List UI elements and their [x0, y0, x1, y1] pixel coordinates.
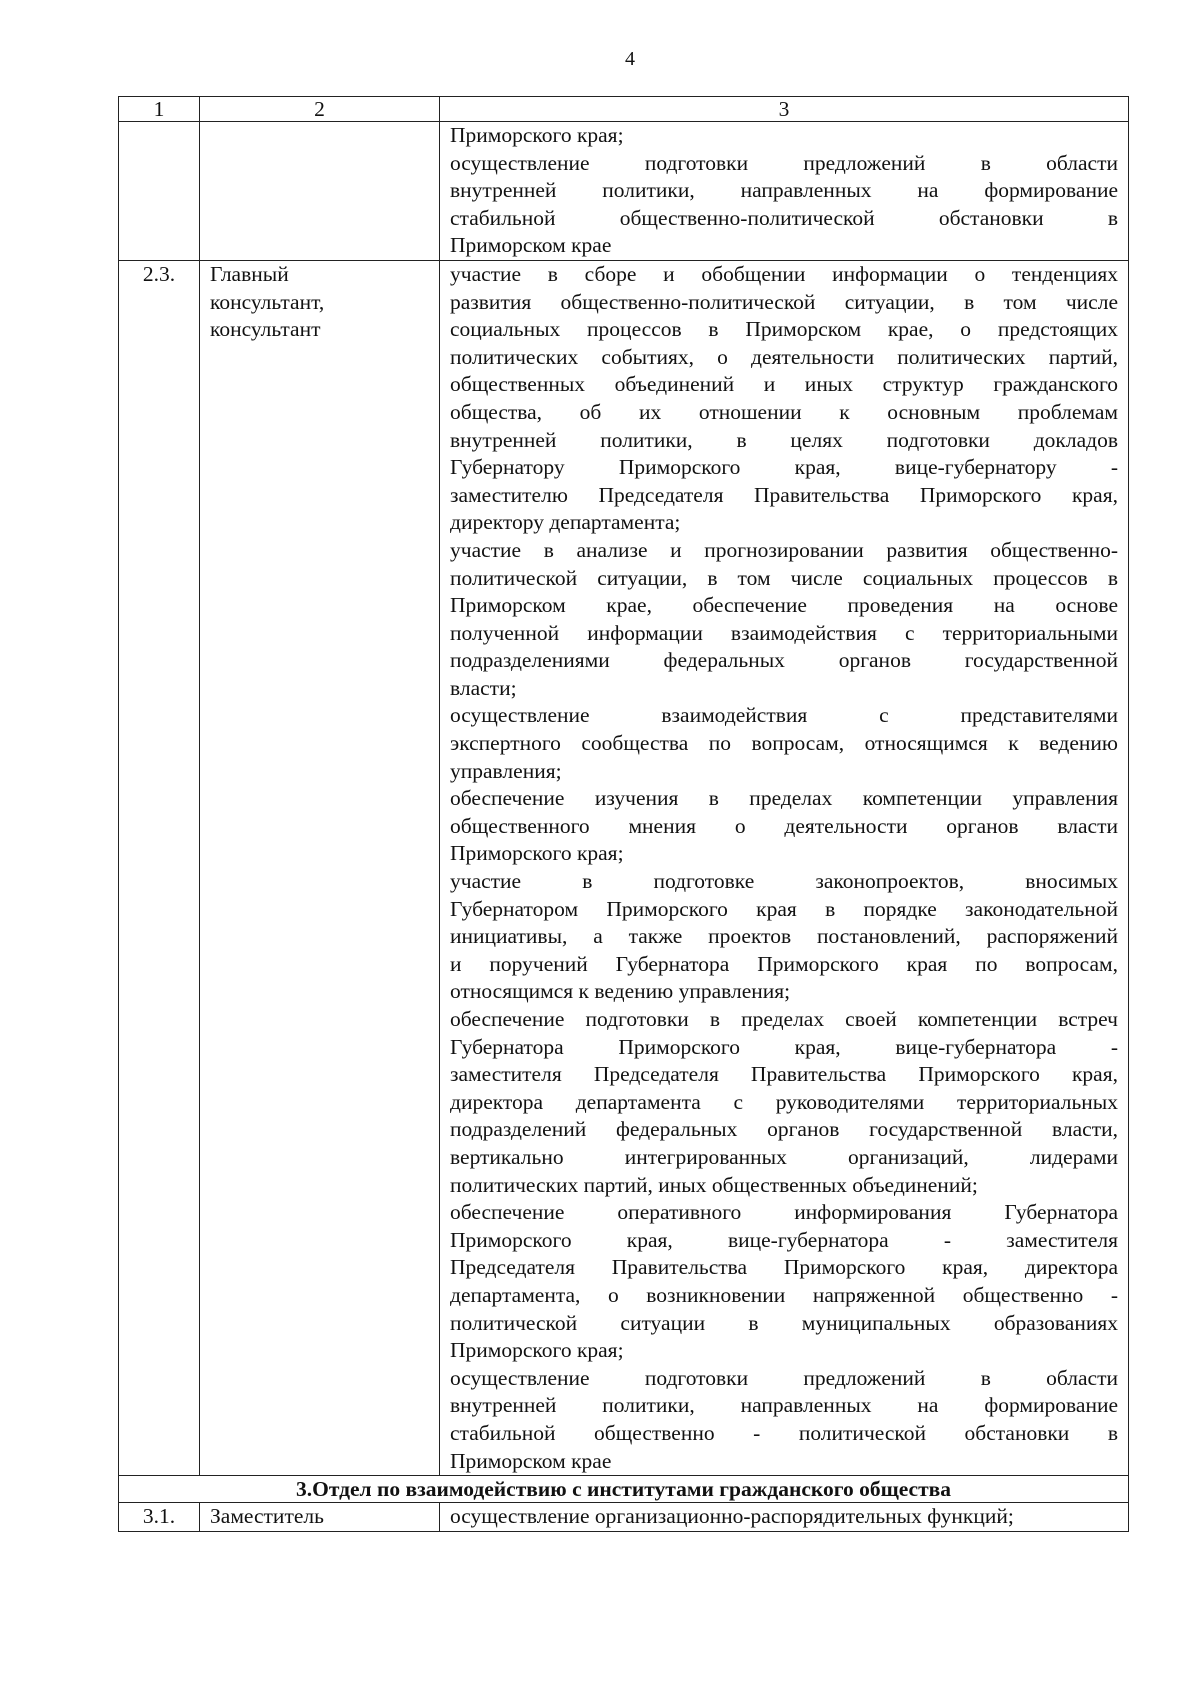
- position-cell: [200, 122, 440, 261]
- row-number-cell: 3.1.: [119, 1503, 200, 1532]
- duty-text-line: осуществление организационно-распорядительных функций;: [450, 1504, 1014, 1529]
- duty-text-line: развития общественно-политической ситуации, в том числе: [450, 289, 1118, 314]
- position-line: Главный: [210, 261, 289, 286]
- column-header-1: 1: [119, 97, 200, 122]
- duty-text-line: департамента, о возникновении напряженной общественно -: [450, 1282, 1118, 1307]
- section-title: 3.Отдел по взаимодействию с институтами гражданского общества: [119, 1476, 1129, 1503]
- duty-text-line: общественного мнения о деятельности органов власти: [450, 813, 1118, 838]
- duty-text-line: управления;: [450, 758, 562, 783]
- duty-text-line: Приморского края;: [450, 123, 624, 147]
- table-row-3-1: [119, 1503, 1129, 1532]
- row-number-cell: [119, 122, 200, 261]
- page-number: 4: [625, 48, 635, 70]
- duty-text-line: осуществление подготовки предложений в области: [450, 1365, 1118, 1390]
- duty-text-line: полученной информации взаимодействия с территориальными: [450, 620, 1118, 645]
- table-header-row: [119, 97, 1129, 122]
- duties-cell: [440, 122, 1129, 261]
- duty-text-line: Приморского края, вице-губернатора - заместителя: [450, 1227, 1118, 1252]
- duty-text-line: политических партий, иных общественных объединений;: [450, 1172, 978, 1197]
- duty-text-line: заместителю Председателя Правительства Приморского края,: [450, 482, 1118, 507]
- duty-text-line: стабильной общественно-политической обстановки в: [450, 205, 1118, 230]
- table-row-2-3: [119, 260, 1129, 1475]
- column-header-3: 3: [440, 97, 1129, 122]
- duty-text-line: осуществление подготовки предложений в области: [450, 150, 1118, 175]
- duty-text-line: Губернатора Приморского края, вице-губернатора -: [450, 1034, 1118, 1059]
- duty-text-line: осуществление взаимодействия с представителями: [450, 703, 1118, 728]
- duty-text-line: социальных процессов в Приморском крае, о предстоящих: [450, 317, 1118, 342]
- duty-text-line: подразделений федеральных органов государственной власти,: [450, 1117, 1118, 1142]
- duties-cell: [440, 1503, 1129, 1532]
- duty-text-line: Губернатору Приморского края, вице-губернатору -: [450, 455, 1118, 480]
- position-line: консультант: [210, 317, 321, 342]
- duty-text-line: и поручений Губернатора Приморского края по вопросам,: [450, 951, 1118, 976]
- duty-text-line: внутренней политики, направленных на формирование: [450, 1393, 1118, 1418]
- duty-text-line: заместителя Председателя Правительства Приморского края,: [450, 1062, 1118, 1087]
- duty-text-line: экспертного сообщества по вопросам, относящимся к ведению: [450, 731, 1118, 756]
- section-header-row: [119, 1476, 1129, 1503]
- duty-text-line: Приморском крае: [450, 1448, 612, 1473]
- duty-text-line: обеспечение подготовки в пределах своей компетенции встреч: [450, 1007, 1118, 1031]
- duty-text-line: Приморского края;: [450, 1338, 624, 1363]
- table-row-continuation: [119, 122, 1129, 261]
- duty-text-line: стабильной общественно - политической обстановки в: [450, 1420, 1118, 1445]
- duties-table: [118, 96, 1129, 1532]
- duty-text-line: обеспечение оперативного информирования Губернатора: [450, 1200, 1118, 1225]
- duty-text-line: общественных объединений и иных структур гражданского: [450, 372, 1118, 397]
- position-line: Заместитель: [210, 1504, 324, 1529]
- duty-text-line: Приморском крае, обеспечение проведения на основе: [450, 593, 1118, 618]
- position-cell: [200, 260, 440, 1475]
- duty-text-line: участие в подготовке законопроектов, вносимых: [450, 869, 1118, 894]
- duty-text-line: относящимся к ведению управления;: [450, 979, 791, 1004]
- duty-text-line: внутренней политики, направленных на формирование: [450, 178, 1118, 203]
- position-line: консультант,: [210, 289, 325, 314]
- duties-cell: [440, 260, 1129, 1475]
- duty-text-line: внутренней политики, в целях подготовки докладов: [450, 427, 1118, 452]
- duty-text-line: Губернатором Приморского края в порядке законодательной: [450, 896, 1118, 921]
- duty-text-line: участие в сборе и обобщении информации о тенденциях: [450, 261, 1118, 286]
- duty-text-line: участие в анализе и прогнозировании развития общественно-: [450, 537, 1118, 562]
- duty-text-line: политических событиях, о деятельности политических партий,: [450, 344, 1118, 369]
- duty-text-line: Приморского края;: [450, 841, 624, 866]
- duty-text-line: власти;: [450, 675, 517, 700]
- position-cell: [200, 1503, 440, 1532]
- duty-text-line: вертикально интегрированных организаций, лидерами: [450, 1144, 1118, 1169]
- duty-text-line: политической ситуации в муниципальных образованиях: [450, 1310, 1118, 1335]
- duty-text-line: обеспечение изучения в пределах компетенции управления: [450, 786, 1118, 811]
- column-header-2: 2: [200, 97, 440, 122]
- duty-text-line: Председателя Правительства Приморского края, директора: [450, 1255, 1118, 1280]
- row-number-cell: 2.3.: [119, 260, 200, 1475]
- duty-text-line: общества, об их отношении к основным проблемам: [450, 399, 1118, 424]
- duty-text-line: Приморском крае: [450, 233, 612, 258]
- duty-text-line: директору департамента;: [450, 510, 681, 535]
- duty-text-line: директора департамента с руководителями территориальных: [450, 1089, 1118, 1114]
- duty-text-line: инициативы, а также проектов постановлений, распоряжений: [450, 924, 1118, 949]
- duty-text-line: политической ситуации, в том числе социальных процессов в: [450, 565, 1118, 590]
- duty-text-line: подразделениями федеральных органов государственной: [450, 648, 1118, 673]
